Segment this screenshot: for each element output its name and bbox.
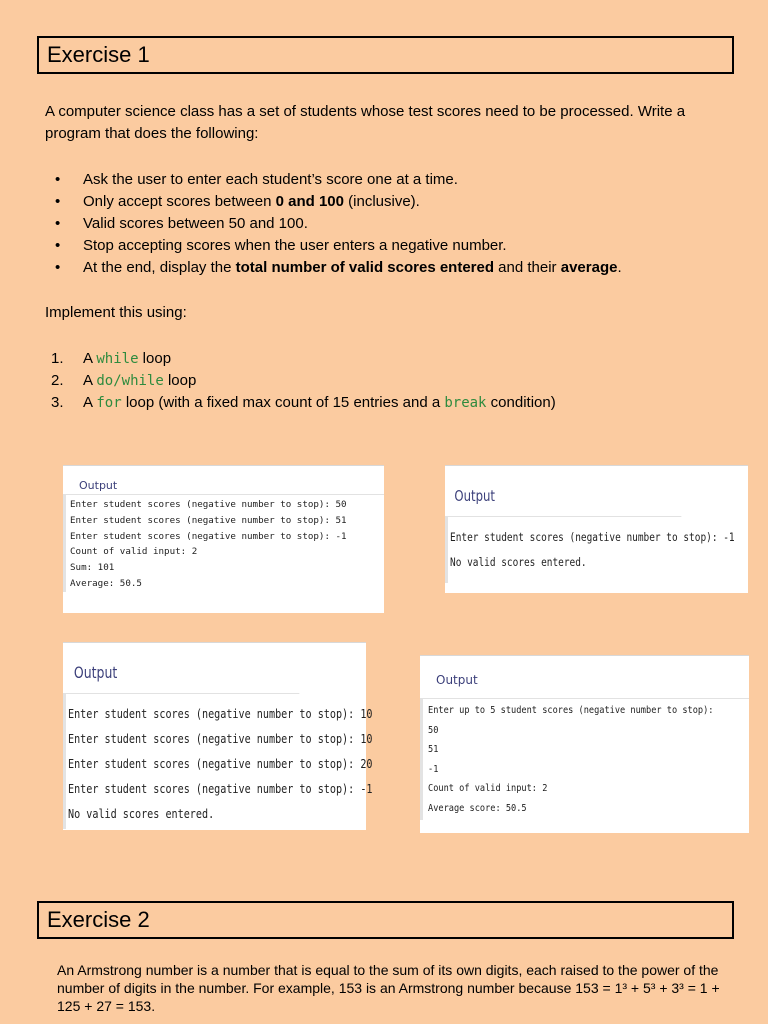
output-line: No valid scores entered. bbox=[68, 807, 215, 821]
exercise-1-intro: A computer science class has a set of students whose test scores need to be processed. Write a program that does the following: bbox=[45, 103, 686, 142]
output-panel bbox=[420, 655, 749, 833]
exercise-2-heading: Exercise 2 bbox=[37, 901, 734, 939]
output-line: Enter student scores (negative number to stop): 20 bbox=[68, 757, 373, 771]
requirement-item: • At the end, display the total number of valid scores entered and their average. bbox=[45, 257, 735, 279]
output-line: 50 bbox=[428, 724, 439, 736]
output-line: Count of valid input: 2 bbox=[70, 546, 198, 558]
output-title: Output bbox=[445, 466, 681, 517]
output-line: Count of valid input: 2 bbox=[428, 783, 548, 794]
output-line: Enter up to 5 student scores (negative number to stop): bbox=[428, 705, 714, 716]
output-line: Sum: 101 bbox=[70, 562, 115, 574]
output-line: -1 bbox=[428, 763, 439, 775]
output-line: No valid scores entered. bbox=[450, 555, 587, 569]
code-keyword: for bbox=[96, 395, 122, 411]
output-console bbox=[63, 694, 373, 829]
exercise-2-description: An Armstrong number is a number that is equal to the sum of its own digits, each raised to the power of the number of digits in the number. For example, 153 is an Armstrong number because 153 = 1³ + 5³ + 3³ = 1 + 125 + 27 = 153. bbox=[57, 962, 720, 1014]
output-line: Enter student scores (negative number to stop): -1 bbox=[70, 530, 347, 542]
output-line: 51 bbox=[428, 744, 439, 755]
output-console bbox=[420, 699, 749, 820]
requirement-item: • Only accept scores between 0 and 100 (inclusive). bbox=[45, 191, 735, 213]
requirement-item: • Valid scores between 50 and 100. bbox=[45, 213, 735, 235]
step-item: 2. A do/while loop bbox=[51, 372, 197, 389]
output-line: Average score: 50.5 bbox=[428, 802, 527, 814]
output-line: Average: 50.5 bbox=[70, 577, 142, 589]
implement-label: Implement this using: bbox=[45, 304, 187, 321]
output-panel bbox=[63, 465, 384, 613]
code-keyword: do/while bbox=[96, 373, 164, 389]
code-keyword: while bbox=[96, 351, 139, 367]
requirements-list bbox=[45, 169, 735, 279]
requirement-item: • Ask the user to enter each student’s score one at a time. bbox=[45, 169, 735, 191]
output-console bbox=[63, 495, 384, 592]
output-line: Enter student scores (negative number to stop): 10 bbox=[68, 707, 373, 721]
output-panel bbox=[445, 465, 748, 593]
output-panel bbox=[63, 642, 373, 830]
implementation-steps bbox=[45, 348, 735, 414]
output-title: Output bbox=[63, 466, 384, 495]
output-line: Enter student scores (negative number to stop): 10 bbox=[68, 732, 373, 746]
output-title: Output bbox=[63, 643, 299, 694]
output-line: Enter student scores (negative number to stop): 50 bbox=[70, 499, 347, 510]
step-item: 3. A for loop (with a fixed max count of 15 entries and a break condition) bbox=[51, 394, 556, 411]
output-line: Enter student scores (negative number to stop): -1 bbox=[68, 782, 373, 796]
output-line: Enter student scores (negative number to stop): 51 bbox=[70, 514, 347, 526]
output-title: Output bbox=[420, 656, 749, 699]
exercise-1-heading: Exercise 1 bbox=[37, 36, 734, 74]
requirement-item: • Stop accepting scores when the user enters a negative number. bbox=[45, 235, 735, 257]
output-console bbox=[445, 517, 748, 583]
code-keyword: break bbox=[444, 395, 487, 411]
step-item: 1. A while loop bbox=[51, 350, 172, 367]
output-line: Enter student scores (negative number to stop): -1 bbox=[450, 530, 735, 544]
